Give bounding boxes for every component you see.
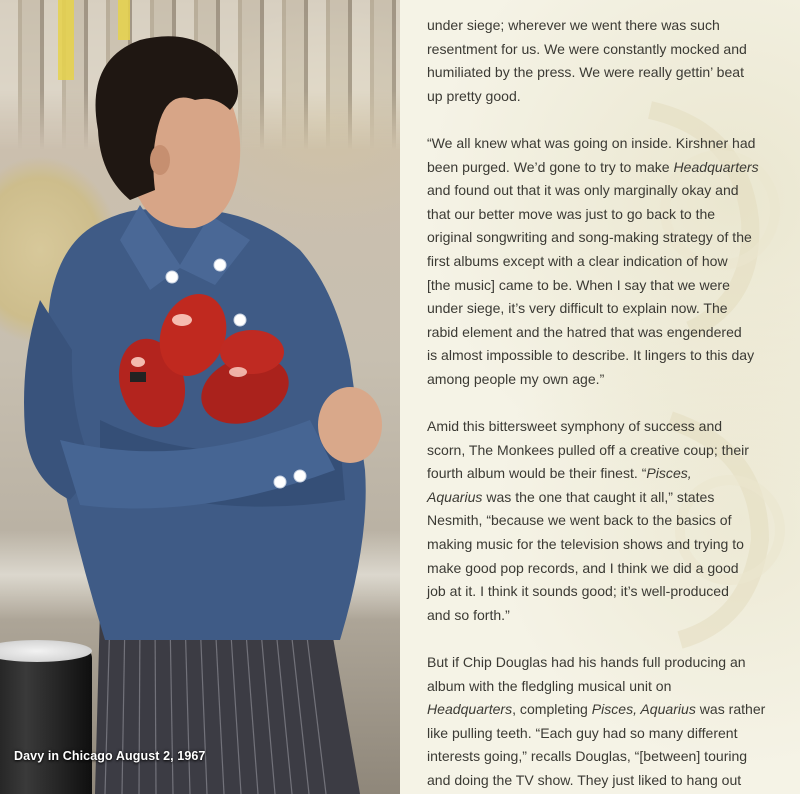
- text-line: [427, 745, 793, 769]
- text-run: original songwriting and song-making strategy of the: [427, 229, 752, 246]
- text-run: scorn, The Monkees pulled off a creative coup; their: [427, 441, 749, 458]
- text-run: under siege, it’s very difficult to explain now. The: [427, 300, 728, 317]
- text-line: [427, 156, 793, 180]
- paragraph-gap: [427, 108, 793, 132]
- text-run: among people my own age.”: [427, 370, 605, 387]
- text-line: [427, 557, 793, 581]
- text-run: was the one that caught it all,” states: [482, 488, 715, 505]
- text-run: was rather: [695, 701, 766, 718]
- text-line: [427, 486, 793, 510]
- text-run: fourth album would be their finest. “: [427, 465, 647, 482]
- text-run: rabid element and the hatred that was engendered: [427, 323, 742, 340]
- text-line: [427, 179, 793, 203]
- paragraph-gap: [427, 392, 793, 416]
- text-run: under siege; wherever we went there was such: [427, 17, 720, 33]
- photo-caption: Davy in Chicago August 2, 1967: [14, 749, 206, 763]
- italic-title: Headquarters: [427, 701, 513, 718]
- text-line: [427, 250, 793, 274]
- text-line: [427, 439, 793, 463]
- text-line: [427, 580, 793, 604]
- text-line: [427, 61, 793, 85]
- italic-title: Pisces,: [646, 465, 692, 482]
- drum-kit: [0, 648, 92, 794]
- text-run: is almost impossible to describe. It lingers to this day: [427, 347, 755, 364]
- text-run: up pretty good.: [427, 87, 521, 104]
- text-line: [427, 675, 793, 699]
- text-run: make good pop records, and I think we did a good: [427, 559, 739, 576]
- paragraph: [427, 132, 793, 392]
- text-run: Amid this bittersweet symphony of success and: [427, 418, 723, 435]
- text-run: and doing the TV show. They just liked to hang out: [427, 772, 742, 788]
- paragraph: [427, 651, 793, 793]
- text-line: [427, 533, 793, 557]
- text-run: , completing: [512, 701, 592, 718]
- text-run: and so forth.”: [427, 606, 510, 623]
- text-line: [427, 14, 793, 38]
- text-line: [427, 651, 793, 675]
- text-line: [427, 38, 793, 62]
- text-line: [427, 321, 793, 345]
- paragraph: [427, 415, 793, 627]
- text-line: [427, 368, 793, 392]
- text-line: [427, 462, 793, 486]
- text-line: [427, 604, 793, 628]
- text-run: resentment for us. We were constantly mocked and: [427, 40, 747, 57]
- text-line: [427, 769, 793, 793]
- text-line: [427, 698, 793, 722]
- italic-title: Pisces, Aquarius: [591, 701, 696, 718]
- italic-title: Aquarius: [427, 488, 483, 505]
- paragraph-gap: [427, 627, 793, 651]
- italic-title: Headquarters: [673, 158, 759, 175]
- text-line: [427, 509, 793, 533]
- text-run: “We all knew what was going on inside. Kirshner had: [427, 134, 756, 151]
- text-panel: [400, 0, 800, 794]
- text-run: humiliated by the press. We were really gettin’ beat: [427, 64, 744, 81]
- text-line: [427, 297, 793, 321]
- text-line: [427, 722, 793, 746]
- text-line: [427, 274, 793, 298]
- text-run: like pulling teeth. “Each guy had so many different: [427, 724, 738, 741]
- text-run: [the music] came to be. When I say that we were: [427, 276, 730, 293]
- text-run: job at it. I think it sounds good; it’s well-produced: [427, 583, 729, 600]
- text-line: [427, 344, 793, 368]
- article-body: [427, 14, 793, 793]
- text-line: [427, 85, 793, 109]
- text-run: interests going,” recalls Douglas, “[between] touring: [427, 748, 748, 765]
- text-run: and found out that it was only marginally okay and: [427, 182, 739, 199]
- text-run: that our better move was just to go back to the: [427, 205, 716, 222]
- text-run: Nesmith, “because we went back to the basics of: [427, 512, 732, 529]
- text-line: [427, 226, 793, 250]
- text-run: first albums except with a clear indication of how: [427, 252, 728, 269]
- text-run: But if Chip Douglas had his hands full producing an: [427, 654, 746, 671]
- text-line: [427, 132, 793, 156]
- paragraph: [427, 14, 793, 108]
- text-line: [427, 415, 793, 439]
- text-line: [427, 203, 793, 227]
- text-run: been purged. We’d gone to try to make: [427, 158, 674, 175]
- text-run: album with the fledgling musical unit on: [427, 677, 672, 694]
- text-run: making music for the television shows and trying to: [427, 536, 744, 553]
